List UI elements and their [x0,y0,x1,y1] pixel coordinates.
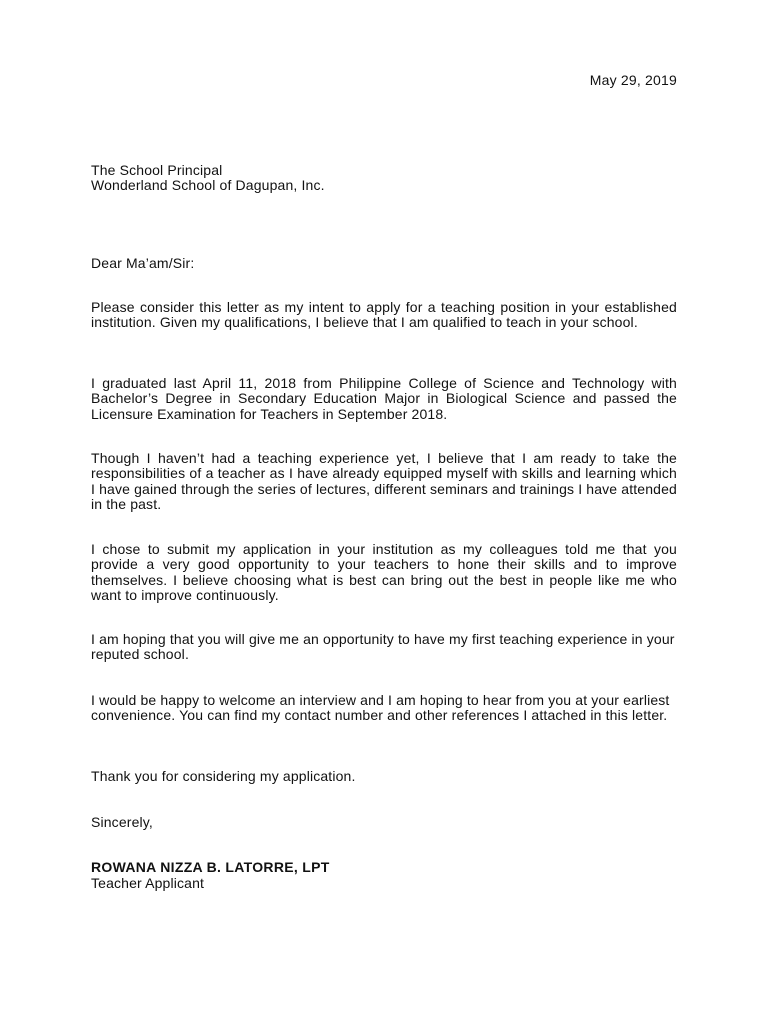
paragraph-reason: I chose to submit my application in your institution as my colleagues told me that you provide a very good opportunity to your teachers to hone their skills and to improve themselves. I believe choosing what is best can bring out the best in people like me who want to improve continuously. [91,541,677,604]
signature-name: ROWANA NIZZA B. LATORRE, LPT [91,859,330,875]
salutation: Dear Ma’am/Sir: [91,255,195,271]
letter-date: May 29, 2019 [589,72,677,88]
signature-title: Teacher Applicant [91,875,205,891]
paragraph-thanks: Thank you for considering my application. [91,768,356,784]
closing: Sincerely, [91,814,153,830]
paragraph-hope: I am hoping that you will give me an opportunity to have my first teaching experience in your reputed school. [91,631,675,663]
recipient-line-2: Wonderland School of Dagupan, Inc. [91,177,325,194]
recipient-block [91,163,677,194]
paragraph-interview: I would be happy to welcome an interview and I am hoping to hear from you at your earliest convenience. You can find my contact number and other references I attached in this letter. [91,692,670,724]
paragraph-education: I graduated last April 11, 2018 from Philippine College of Science and Technology with Bachelor’s Degree in Secondary Education Major in Biological Science and passed the Licensure Examination for Teachers in September 2018. [91,375,677,422]
recipient-line-1: The School Principal [91,162,223,178]
paragraph-intent: Please consider this letter as my intent to apply for a teaching position in your established institution. Given my qualifications, I believe that I am qualified to teach in your school. [91,299,677,331]
paragraph-experience: Though I haven’t had a teaching experience yet, I believe that I am ready to take the responsibilities of a teacher as I have already equipped myself with skills and learning which I have gained through the series of lectures, different seminars and trainings I have attended in the past. [91,450,677,513]
